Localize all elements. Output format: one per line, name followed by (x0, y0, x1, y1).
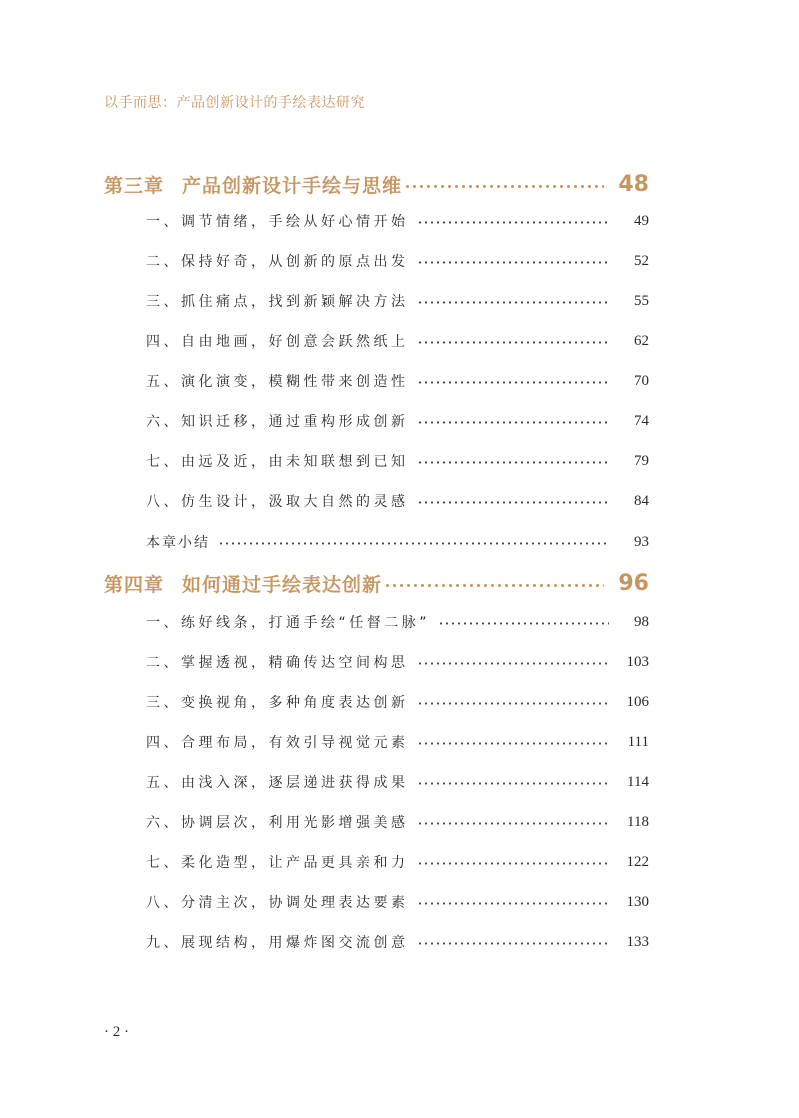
entry-title: 八、分清主次，协调处理表达要素 (146, 895, 409, 911)
toc-entry[interactable] (146, 449, 649, 473)
entry-title: 三、变换视角，多种角度表达创新 (146, 695, 409, 711)
toc-entry[interactable] (146, 930, 649, 954)
dot-leader (417, 742, 610, 745)
entry-title: 四、合理布局，有效引导视觉元素 (146, 735, 409, 751)
toc-entry[interactable] (146, 329, 649, 353)
entry-page-number: 133 (626, 933, 649, 950)
entry-title: 二、掌握透视，精确传达空间构思 (146, 655, 409, 671)
toc-entry[interactable] (146, 850, 649, 874)
toc-entry[interactable] (146, 249, 649, 273)
entry-title: 七、柔化造型，让产品更具亲和力 (146, 855, 409, 871)
dot-leader (417, 782, 610, 785)
dot-leader (404, 185, 604, 188)
chapter-heading-3[interactable] (104, 168, 649, 200)
dot-leader (417, 702, 610, 705)
toc-entry[interactable] (146, 409, 649, 433)
dot-leader (417, 862, 610, 865)
toc-entry[interactable] (146, 369, 649, 393)
dot-leader (438, 622, 609, 625)
entry-title: 九、展现结构，用爆炸图交流创意 (146, 935, 409, 951)
toc-entry[interactable] (146, 770, 649, 794)
chapter-title: 产品创新设计手绘与思维 (182, 174, 403, 197)
entry-title: 一、调节情绪，手绘从好心情开始 (146, 214, 409, 230)
chapter-page-number: 96 (618, 570, 649, 596)
entry-title: 六、知识迁移，通过重构形成创新 (146, 414, 409, 430)
dot-leader (417, 301, 610, 304)
entry-title: 八、仿生设计，汲取大自然的灵感 (146, 494, 409, 510)
entry-page-number: 79 (634, 452, 649, 469)
entry-title: 五、演化演变，模糊性带来创造性 (146, 374, 409, 390)
entry-title: 一、练好线条，打通手绘“任督二脉” (146, 615, 431, 631)
entry-title: 本章小结 (146, 535, 210, 551)
entry-title: 六、协调层次，利用光影增强美感 (146, 815, 409, 831)
entry-page-number: 118 (627, 813, 649, 830)
dot-leader (417, 942, 610, 945)
toc-entry[interactable] (146, 610, 649, 634)
toc-entry[interactable] (146, 650, 649, 674)
entry-title: 七、由远及近，由未知联想到已知 (146, 454, 409, 470)
entry-page-number: 111 (627, 733, 649, 750)
dot-leader (417, 662, 610, 665)
entry-title: 三、抓住痛点，找到新颖解决方法 (146, 294, 409, 310)
chapter-page-number: 48 (618, 171, 649, 197)
dot-leader (417, 341, 610, 344)
entry-page-number: 62 (634, 332, 649, 349)
entry-page-number: 52 (634, 252, 649, 269)
entry-title: 四、自由地画，好创意会跃然纸上 (146, 334, 409, 350)
dot-leader (417, 381, 610, 384)
dot-leader (218, 542, 609, 545)
toc-entry[interactable] (146, 810, 649, 834)
chapter-number: 第三章 (104, 174, 165, 197)
entry-title: 五、由浅入深，逐层递进获得成果 (146, 775, 409, 791)
toc-entry[interactable] (146, 489, 649, 513)
entry-page-number: 70 (634, 372, 649, 389)
entry-page-number: 98 (634, 613, 649, 630)
dot-leader (417, 461, 610, 464)
entry-page-number: 114 (627, 773, 649, 790)
running-header: 以手而思：产品创新设计的手绘表达研究 (104, 95, 365, 111)
dot-leader (417, 421, 610, 424)
dot-leader (417, 822, 610, 825)
toc-entry[interactable] (146, 730, 649, 754)
entry-page-number: 84 (634, 492, 649, 509)
toc-entry[interactable] (146, 530, 649, 554)
entry-title: 二、保持好奇，从创新的原点出发 (146, 254, 409, 270)
entry-page-number: 74 (634, 412, 649, 429)
dot-leader (417, 261, 610, 264)
toc-entry[interactable] (146, 289, 649, 313)
toc-entry[interactable] (146, 890, 649, 914)
dot-leader (417, 902, 610, 905)
entry-page-number: 93 (634, 533, 649, 550)
dot-leader (417, 501, 610, 504)
dot-leader (417, 221, 610, 224)
entry-page-number: 49 (634, 212, 649, 229)
toc-entry[interactable] (146, 690, 649, 714)
entry-page-number: 122 (626, 853, 649, 870)
entry-page-number: 103 (626, 653, 649, 670)
page-number: · 2 · (104, 1024, 129, 1040)
chapter-number: 第四章 (104, 573, 165, 596)
toc-entry[interactable] (146, 209, 649, 233)
entry-page-number: 106 (626, 693, 649, 710)
chapter-title: 如何通过手绘表达创新 (182, 573, 383, 596)
entry-page-number: 55 (634, 292, 649, 309)
dot-leader (384, 584, 604, 587)
chapter-heading-4[interactable] (104, 567, 649, 599)
entry-page-number: 130 (626, 893, 649, 910)
